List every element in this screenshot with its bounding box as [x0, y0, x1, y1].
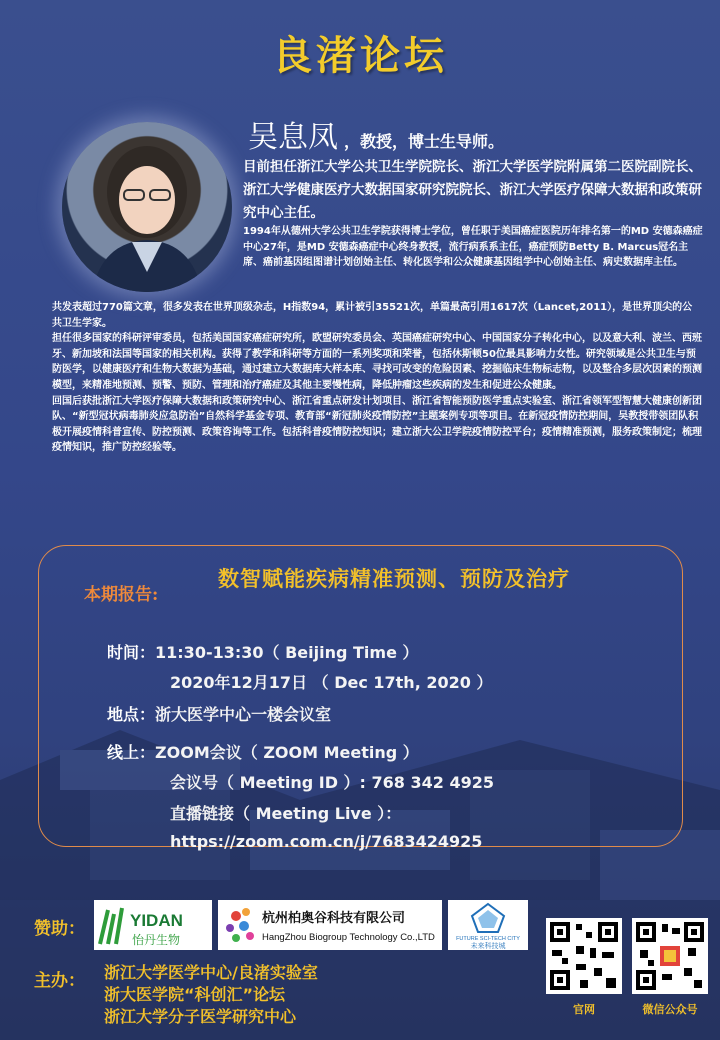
future-city-logo — [448, 900, 528, 950]
live-row — [170, 801, 401, 824]
forum-title: 良渚论坛 — [272, 33, 448, 79]
host-item: 浙大医学院“科创汇”论坛 — [104, 985, 286, 1004]
speaker-photo — [62, 122, 232, 292]
speaker-name: 吴息凤 — [248, 120, 338, 155]
yidan-logo — [94, 900, 212, 950]
future-city-logo-sub: 未来科技城 — [470, 942, 506, 950]
speaker-bio-body — [52, 300, 702, 456]
meeting-id-row — [170, 770, 494, 793]
time-label: 时间： — [107, 643, 156, 662]
bio-paragraph: 共发表超过770篇文章，很多发表在世界顶级杂志，H指数94，累计被引35521次，单篇最高引用1617次（Lancet,2011），是世界顶尖的公共卫生学家。 — [52, 302, 693, 329]
website-qr-code[interactable] — [546, 918, 622, 994]
place-value: 浙大医学中心一楼会议室 — [155, 705, 332, 724]
online-value: ZOOM会议（ ZOOM Meeting ） — [155, 743, 419, 762]
yidan-logo-text: YIDAN — [130, 911, 183, 930]
host-item: 浙江大学医学中心/良渚实验室 — [104, 963, 318, 982]
future-city-logo-text: FUTURE SCI-TECH CITY — [456, 936, 520, 942]
live-label: 直播链接（ Meeting Live ）： — [170, 804, 402, 823]
wechat-qr-code[interactable] — [632, 918, 708, 994]
time-row — [107, 640, 419, 663]
website-qr-label: 官网 — [573, 1003, 595, 1016]
online-row — [107, 740, 419, 763]
report-label: 本期报告: — [84, 585, 159, 605]
host-label: 主办： — [34, 971, 85, 991]
bio-paragraph: 担任很多国家的科研评审委员，包括美国国家癌症研究所，欧盟研究委员会、英国癌症研究中心、中国国家分子转化中心，以及意大利、波兰、西班牙、新加坡和法国等国家的相关机构。获得了教学和科研等方面的一系列奖项和荣誉，包括休斯顿50位最具影响力女性。研究领域是公共卫生与预防医学，以健康医疗和生物大数据为基础，通过建立大数据库大样本库、寻找可改变的危险因素、挖掘临床生物标志物，以及整合多层次因素的预测模型，来精准地预测、预警、预防、管理和治疗癌症及其他主要慢性病，降低肿瘤这些疾病的发生和促进公众健康。 — [52, 333, 702, 391]
host-item: 浙江大学分子医学研究中心 — [104, 1007, 297, 1026]
report-title: 数智赋能疾病精准预测、预防及治疗 — [218, 566, 570, 591]
speaker-bio-lead: 目前担任浙江大学公共卫生学院院长、浙江大学医学院附属第二医院副院长、浙江大学健康医疗大数据国家研究院院长、浙江大学医疗保障大数据和政策研究中心主任。 — [243, 159, 702, 221]
biogroup-logo — [218, 900, 442, 950]
biogroup-logo-text: 杭州柏奥谷科技有限公司 — [262, 911, 406, 926]
biogroup-logo-sub: HangZhou Biogroup Technology Co.,LTD — [262, 932, 435, 943]
live-url-row — [170, 832, 482, 851]
time-value: 11:30-13:30（ Beijing Time ） — [155, 643, 419, 662]
speaker-bio-side: 1994年从德州大学公共卫生学院获得博士学位，曾任职于美国癌症医院历年排名第一的MD 安德森癌症中心27年，是MD 安德森癌症中心终身教授，流行病系系主任，癌症预防Betty B. Marcus冠名主席、癌前基因组图谱计划创始主任、转化医学和公众健康基因组学中心创始主任、病史数据库主任。 — [243, 226, 703, 268]
bio-paragraph: 回国后获批浙江大学医疗保障大数据和政策研究中心、浙江省重点研发计划项目、浙江省智能预防医学重点实验室、浙江省领军型智慧大健康创新团队、“新型冠状病毒肺炎应急防治”自然科学基金专项、教育部“新冠肺炎疫情防控”主题案例专项等项目。在新冠疫情防控期间，吴教授带领团队积极开展疫情科普宣传、防控预测、政策咨询等工作。包括科普疫情防控知识；建立浙大公卫学院疫情防控平台；疫情精准预测，服务政策制定；梳理疫情知识，推广防控经验等。 — [52, 395, 702, 454]
sponsor-label: 赞助： — [34, 919, 85, 939]
speaker-name-line — [248, 112, 504, 156]
yidan-logo-sub: 怡丹生物 — [132, 933, 181, 947]
date-value: 2020年12月17日 （ Dec 17th, 2020 ） — [170, 673, 493, 692]
place-row — [107, 702, 331, 725]
meeting-id: 会议号（ Meeting ID ）: 768 342 4925 — [170, 773, 494, 792]
host-list — [104, 962, 318, 1028]
wechat-qr-label: 微信公众号 — [642, 1003, 698, 1016]
online-label: 线上： — [107, 743, 156, 762]
date-row — [170, 670, 492, 693]
speaker-title: ，教授，博士生导师。 — [344, 132, 505, 151]
live-url-link[interactable]: https://zoom.com.cn/j/7683424925 — [170, 832, 483, 851]
place-label: 地点： — [107, 705, 156, 724]
